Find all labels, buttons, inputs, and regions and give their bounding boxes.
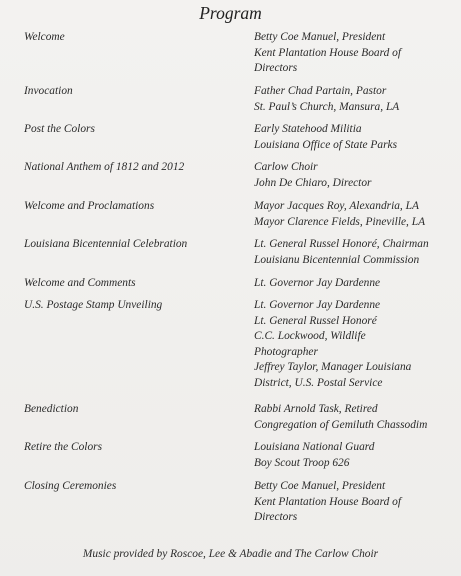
detail-line: Carlow Choir: [254, 161, 318, 173]
program-item-detail: [254, 160, 459, 191]
program-item-detail: [254, 84, 459, 115]
detail-line: Kent Plantation House Board of: [254, 46, 402, 59]
detail-line: Directors: [254, 62, 298, 74]
page-title: Program: [199, 3, 262, 23]
detail-line: Kent Plantation House Board of: [254, 495, 402, 508]
program-item-label: Closing Ceremonies: [24, 480, 117, 492]
detail-line: Louisianu Bicentennial Commission: [254, 253, 420, 266]
program-item-detail: [254, 276, 459, 292]
detail-line: Betty Coe Manuel, President: [254, 31, 386, 43]
program-item-detail: [254, 199, 459, 230]
detail-line: Betty Coe Manuel, President: [254, 480, 386, 492]
detail-line: St. Paul’s Church, Mansura, LA: [254, 100, 400, 113]
detail-line: Congregation of Gemiluth Chassodim: [254, 418, 428, 431]
program-item-label: Retire the Colors: [24, 441, 103, 453]
detail-line: Rabbi Arnold Task, Retired: [254, 403, 378, 415]
detail-line: Father Chad Partain, Pastor: [254, 85, 387, 97]
detail-line: Lt. Governor Jay Dardenne: [254, 277, 381, 289]
detail-line: John De Chiaro, Director: [254, 176, 372, 189]
program-item-detail: [254, 440, 459, 471]
program-item-detail: [254, 402, 459, 433]
program-item-detail: [254, 298, 459, 391]
detail-line: Mayor Jacques Roy, Alexandria, LA: [254, 200, 419, 212]
detail-line: District, U.S. Postal Service: [254, 376, 383, 389]
program-item-label: Benediction: [24, 403, 79, 415]
program-item-label: Louisiana Bicentennial Celebration: [24, 238, 188, 250]
program-item-label: Invocation: [24, 85, 73, 97]
detail-line: Photographer: [254, 345, 318, 358]
detail-line: Early Statehood Militia: [254, 123, 362, 135]
detail-line: C.C. Lockwood, Wildlife: [254, 330, 366, 342]
detail-line: Lt. Governor Jay Dardenne: [254, 299, 381, 311]
program-item-label: Welcome and Comments: [24, 277, 136, 289]
program-item-label: U.S. Postage Stamp Unveiling: [24, 299, 163, 311]
program-item-detail: [254, 122, 459, 153]
program-item-label: National Anthem of 1812 and 2012: [24, 161, 185, 173]
detail-line: Directors: [254, 511, 298, 523]
detail-line: Louisiana Office of State Parks: [254, 138, 398, 151]
music-credit: Music provided by Roscoe, Lee & Abadie and The Carlow Choir: [82, 548, 379, 560]
detail-line: Louisiana National Guard: [254, 441, 375, 453]
detail-line: Mayor Clarence Fields, Pineville, LA: [254, 215, 426, 228]
detail-line: Lt. General Russel Honoré: [254, 314, 377, 327]
detail-line: Jeffrey Taylor, Manager Louisiana: [254, 361, 412, 373]
program-item-detail: [254, 237, 459, 268]
program-item-label: Welcome and Proclamations: [24, 200, 155, 212]
program-item-detail: [254, 479, 459, 526]
program-item-label: Post the Colors: [24, 123, 95, 135]
program-item-detail: [254, 30, 459, 77]
detail-line: Lt. General Russel Honoré, Chairman: [254, 238, 429, 250]
program-item-label: Welcome: [24, 31, 65, 43]
detail-line: Boy Scout Troop 626: [254, 456, 350, 469]
